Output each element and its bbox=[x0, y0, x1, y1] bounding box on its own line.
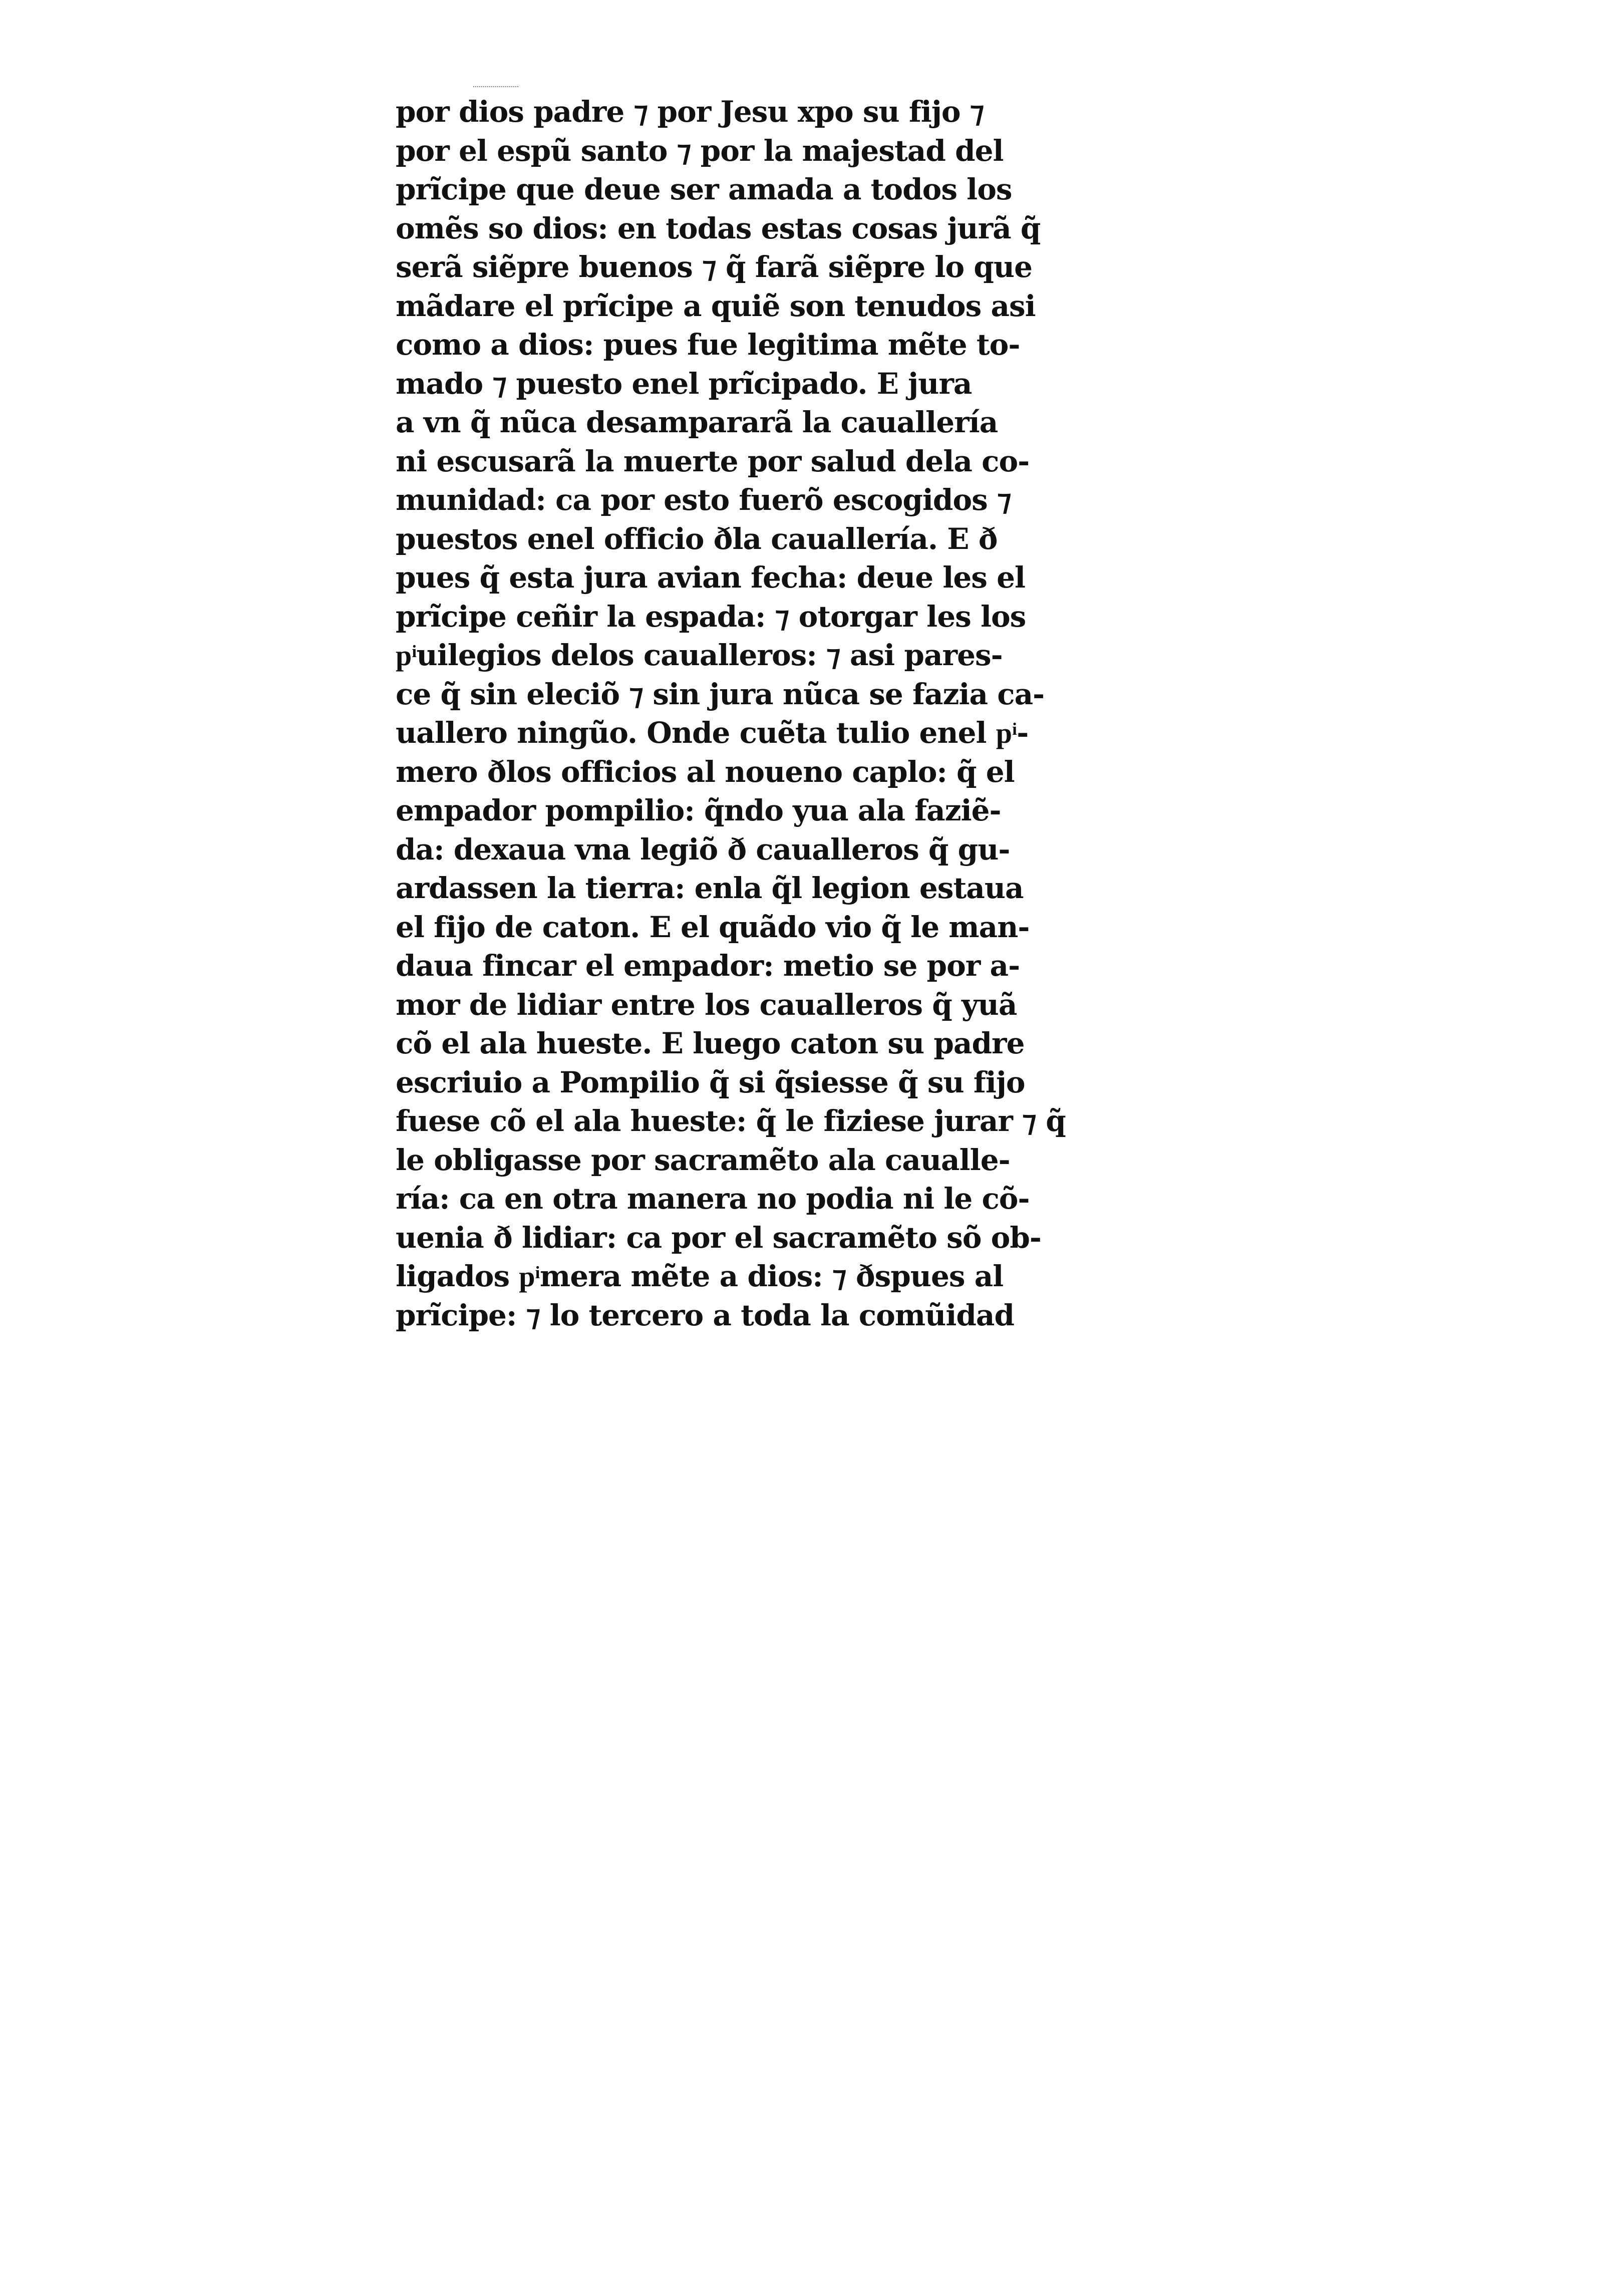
text-line: mãdare el prĩcipe a quiẽ son tenudos asi bbox=[396, 289, 1036, 323]
text-line: omẽs so dios: en todas estas cosas jurã q̃ bbox=[396, 211, 1041, 245]
text-line: mero ðlos officios al noueno caplo: q̃ el bbox=[396, 754, 1015, 789]
text-line: como a dios: pues fue legitima mẽte to- bbox=[396, 328, 1020, 362]
text-line: daua fincar el empador: metio se por a- bbox=[396, 949, 1020, 983]
text-line: ce q̃ sin eleciõ ⁊ sin jura nũca se fazia ca- bbox=[396, 677, 1045, 711]
text-line: serã siẽpre buenos ⁊ q̃ farã siẽpre lo que bbox=[396, 250, 1032, 284]
text-line: por dios padre ⁊ por Jesu xpo su fijo ⁊ bbox=[396, 95, 984, 129]
text-line: mor de lidiar entre los caualleros q̃ yuã bbox=[396, 987, 1017, 1022]
text-line: mado ⁊ puesto enel prĩcipado. E jura bbox=[396, 366, 972, 401]
text-line: ni escusarã la muerte por salud dela co- bbox=[396, 444, 1030, 478]
text-line: prĩcipe: ⁊ lo tercero a toda la comũidad bbox=[396, 1298, 1015, 1332]
text-line: a vn q̃ nũca desampararã la cauallería bbox=[396, 405, 998, 439]
text-line: pͥuilegios delos caualleros: ⁊ asi pares- bbox=[396, 638, 1003, 672]
ink-speck-mark bbox=[473, 86, 518, 90]
text-line: prĩcipe ceñir la espada: ⁊ otorgar les los bbox=[396, 599, 1026, 634]
text-line: uenia ð lidiar: ca por el sacramẽto sõ ob- bbox=[396, 1220, 1041, 1255]
text-line: por el espũ santo ⁊ por la majestad del bbox=[396, 133, 1004, 168]
text-line: ría: ca en otra manera no podia ni le cõ- bbox=[396, 1182, 1030, 1216]
text-column bbox=[396, 93, 1066, 1335]
text-line: empador pompilio: q̃ndo yua ala faziẽ- bbox=[396, 793, 1001, 827]
text-line: prĩcipe que deue ser amada a todos los bbox=[396, 172, 1012, 206]
text-line: pues q̃ esta jura avian fecha: deue les el bbox=[396, 560, 1026, 595]
text-line: puestos enel officio ðla cauallería. E ð bbox=[396, 521, 998, 556]
text-line: da: dexaua vna legiõ ð caualleros q̃ gu- bbox=[396, 832, 1010, 867]
text-line: escriuio a Pompilio q̃ si q̃siesse q̃ su fijo bbox=[396, 1065, 1025, 1099]
text-line: ardassen la tierra: enla q̃l legion estaua bbox=[396, 871, 1024, 905]
text-line: munidad: ca por esto fuerõ escogidos ⁊ bbox=[396, 483, 1011, 517]
text-line: ligados pͥmera mẽte a dios: ⁊ ðspues al bbox=[396, 1259, 1004, 1293]
text-line: el fijo de caton. E el quãdo vio q̃ le man- bbox=[396, 910, 1030, 944]
text-line: fuese cõ el ala hueste: q̃ le fiziese jurar ⁊ q̃ bbox=[396, 1104, 1066, 1138]
text-line: le obligasse por sacramẽto ala caualle- bbox=[396, 1142, 1010, 1177]
text-line: uallero ningũo. Onde cuẽta tulio enel pͥ- bbox=[396, 716, 1029, 750]
text-line: cõ el ala hueste. E luego caton su padre bbox=[396, 1026, 1025, 1060]
